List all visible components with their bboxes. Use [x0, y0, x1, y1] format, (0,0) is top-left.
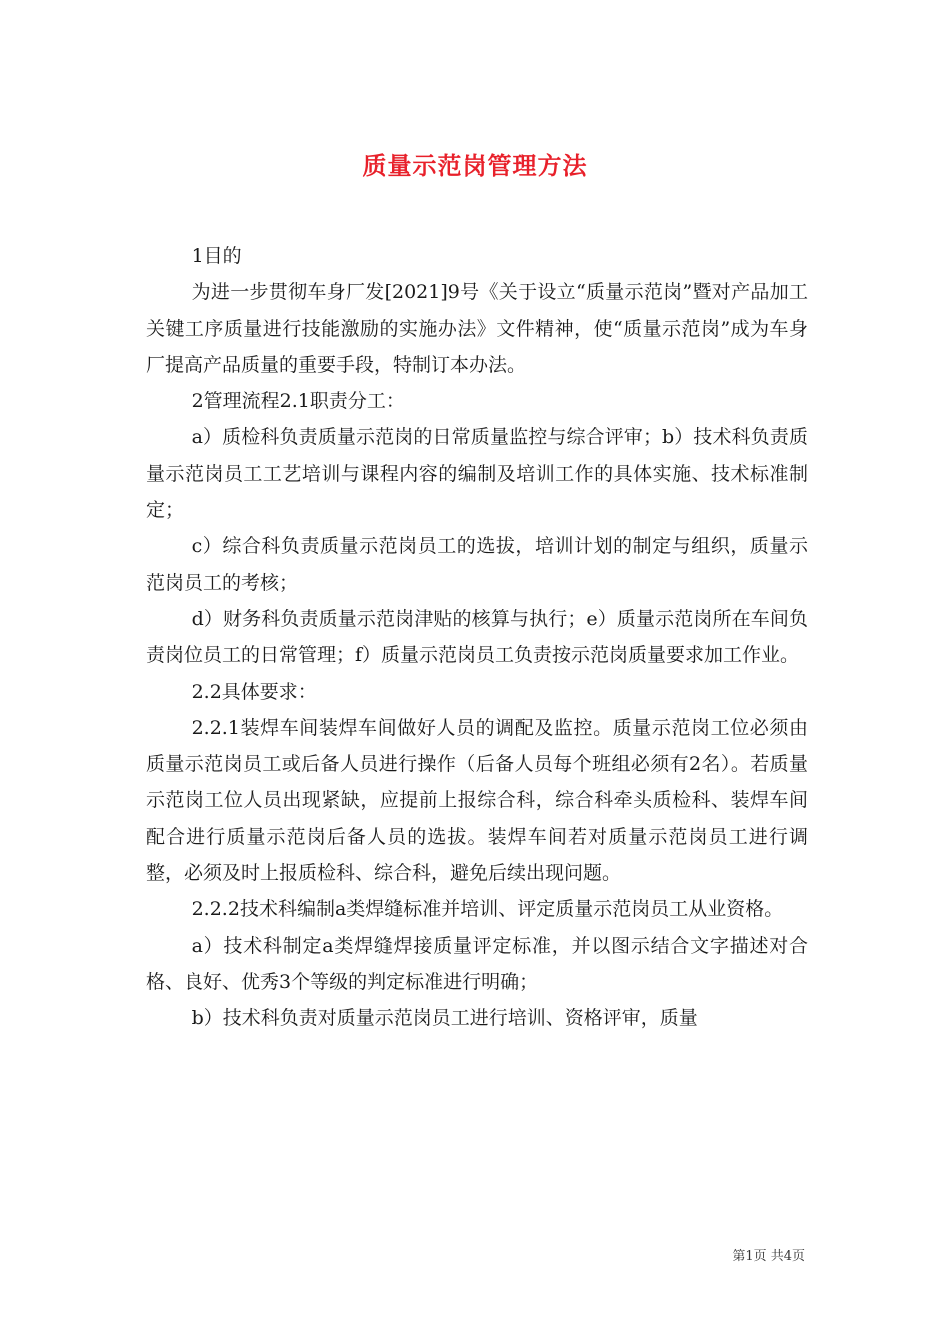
paragraph: b）技术科负责对质量示范岗员工进行培训、资格评审，质量 — [191, 1007, 698, 1030]
paragraph: 2.2.2技术科编制a类焊缝标准并培训、评定质量示范岗员工从业资格。 — [191, 898, 784, 921]
paragraph: 为进一步贯彻车身厂发[2021]9号《关于设立“质量示范岗”暨对产品加工关键工序质量进行技能激励的实施办法》文件精神，使“质量示范岗”成为车身厂提高产品质量的重要手段，特制订本办法。 — [146, 281, 808, 376]
paragraph: 2.2.1装焊车间装焊车间做好人员的调配及监控。质量示范岗工位必须由质量示范岗员工或后备人员进行操作（后备人员每个班组必须有2名）。若质量示范岗工位人员出现紧缺，应提前上报综合科，综合科牵头质检科、装焊车间配合进行质量示范岗后备人员的选拔。装焊车间若对质量示范岗员工进行调整，必须及时上报质检科、综合科，避免后续出现问题。 — [146, 716, 808, 885]
section-heading-process: 2管理流程2.1职责分工： — [191, 390, 405, 413]
page-number: 第1页 共4页 — [732, 1249, 805, 1264]
paragraph: d）财务科负责质量示范岗津贴的核算与执行；e）质量示范岗所在车间负责岗位员工的日常管理；f）质量示范岗员工负责按示范岗质量要求加工作业。 — [146, 607, 808, 667]
paragraph: a）质检科负责质量示范岗的日常质量监控与综合评审；b）技术科负责质量示范岗员工工艺培训与课程内容的编制及培训工作的具体实施、技术标准制定； — [146, 426, 808, 522]
page-title: 质量示范岗管理方法 — [362, 151, 588, 181]
paragraph: c）综合科负责质量示范岗员工的选拔，培训计划的制定与组织，质量示范岗员工的考核； — [146, 535, 808, 594]
document-body — [146, 238, 808, 1037]
section-heading-purpose: 1目的 — [191, 245, 242, 267]
section-heading-requirements: 2.2具体要求： — [191, 680, 317, 703]
paragraph: a）技术科制定a类焊缝焊接质量评定标准，并以图示结合文字描述对合格、良好、优秀3个等级的判定标准进行明确； — [146, 934, 808, 993]
